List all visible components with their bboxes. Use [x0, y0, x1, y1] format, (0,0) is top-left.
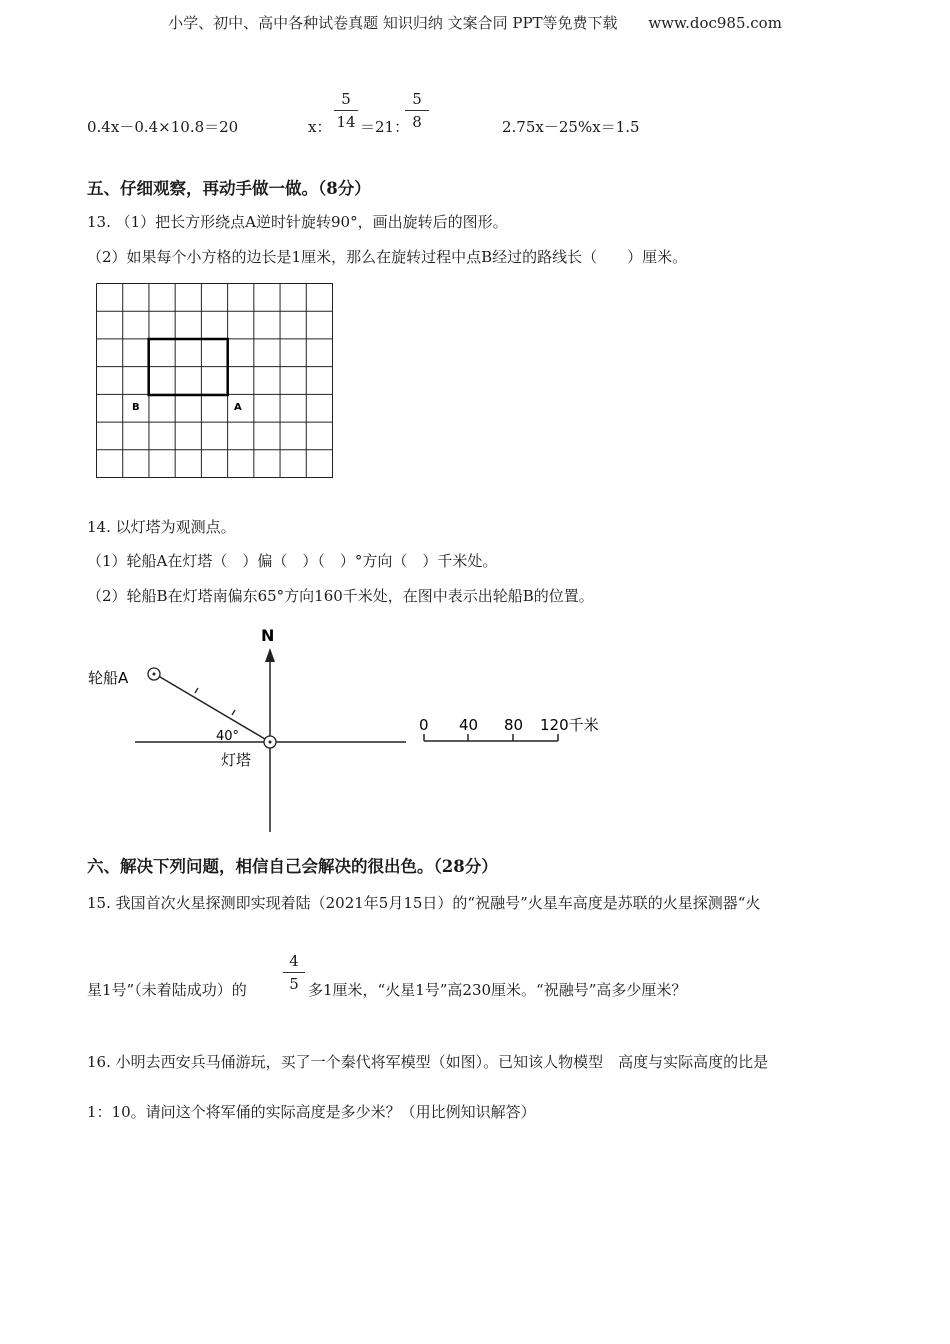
question-13-part-2: （2）如果每个小方格的边长是1厘米，那么在旋转过程中点B经过的路线长（ ）厘米。: [87, 248, 688, 266]
section-6-title: 六、解决下列问题，相信自己会解决的很出色。（28分）: [87, 857, 498, 876]
rotation-grid-figure: [96, 283, 334, 479]
scale-label-40: 40: [459, 716, 479, 734]
north-arrow-icon: [265, 648, 275, 662]
lighthouse-label: 灯塔: [221, 751, 252, 769]
fraction-denominator: 8: [412, 113, 422, 131]
point-a-label: A: [234, 402, 242, 413]
question-16-line-2: 1：10。请问这个将军俑的实际高度是多少米？（用比例知识解答）: [87, 1103, 536, 1121]
fraction-numerator: 5: [334, 90, 358, 111]
page-header: [0, 12, 950, 33]
header-url[interactable]: www.doc985.com: [648, 14, 782, 32]
scale-label-0: 0: [419, 716, 429, 734]
fraction-denominator: 5: [289, 975, 299, 993]
scale-label-80: 80: [504, 716, 524, 734]
question-14-part-1: （1）轮船A在灯塔（ ）偏（ ）（ ）°方向（ ）千米处。: [87, 552, 498, 570]
question-14: 14. 以灯塔为观测点。: [87, 518, 236, 536]
equation-2-middle: ＝21：: [360, 118, 410, 136]
question-15-line-2a: 星1号”（未着陆成功）的: [87, 981, 247, 999]
fraction-numerator: 4: [283, 952, 305, 973]
point-b-label: B: [132, 402, 140, 413]
question-15-fraction: [283, 952, 305, 993]
question-15-line-1: 15. 我国首次火星探测即实现着陆（2021年5月15日）的“祝融号”火星车高度是苏联的火星探测器“火: [87, 894, 761, 912]
fraction-numerator: 5: [405, 90, 429, 111]
header-text: 小学、初中、高中各种试卷真题 知识归纳 文案合同 PPT等免费下载: [168, 14, 618, 32]
equation-2-fraction-1: [334, 90, 358, 131]
equation-3: 2.75x－25%x＝1.5: [502, 118, 640, 136]
angle-label: 40°: [216, 729, 240, 744]
equation-2-fraction-2: [405, 90, 429, 131]
equation-2-prefix: x：: [308, 118, 332, 136]
equation-1: 0.4x－0.4×10.8＝20: [87, 118, 239, 136]
ship-a-line: [155, 674, 270, 742]
fraction-denominator: 14: [336, 113, 356, 131]
question-15-line-2b: 多1厘米，“火星1号”高230厘米。“祝融号”高多少厘米？: [308, 981, 687, 999]
scale-label-120: 120千米: [540, 716, 599, 734]
ship-a-label: 轮船A: [88, 669, 129, 687]
compass-figure: [80, 620, 620, 840]
section-5-title: 五、仔细观察，再动手做一做。（8分）: [87, 179, 371, 198]
north-label: N: [261, 626, 275, 645]
question-13-part-1: 13. （1）把长方形绕点A逆时针旋转90°，画出旋转后的图形。: [87, 213, 508, 231]
question-16-line-1: 16. 小明去西安兵马俑游玩，买了一个秦代将军模型（如图）。已知该人物模型 高度与实际高度的比是: [87, 1053, 769, 1071]
question-14-part-2: （2）轮船B在灯塔南偏东65°方向160千米处，在图中表示出轮船B的位置。: [87, 587, 594, 605]
